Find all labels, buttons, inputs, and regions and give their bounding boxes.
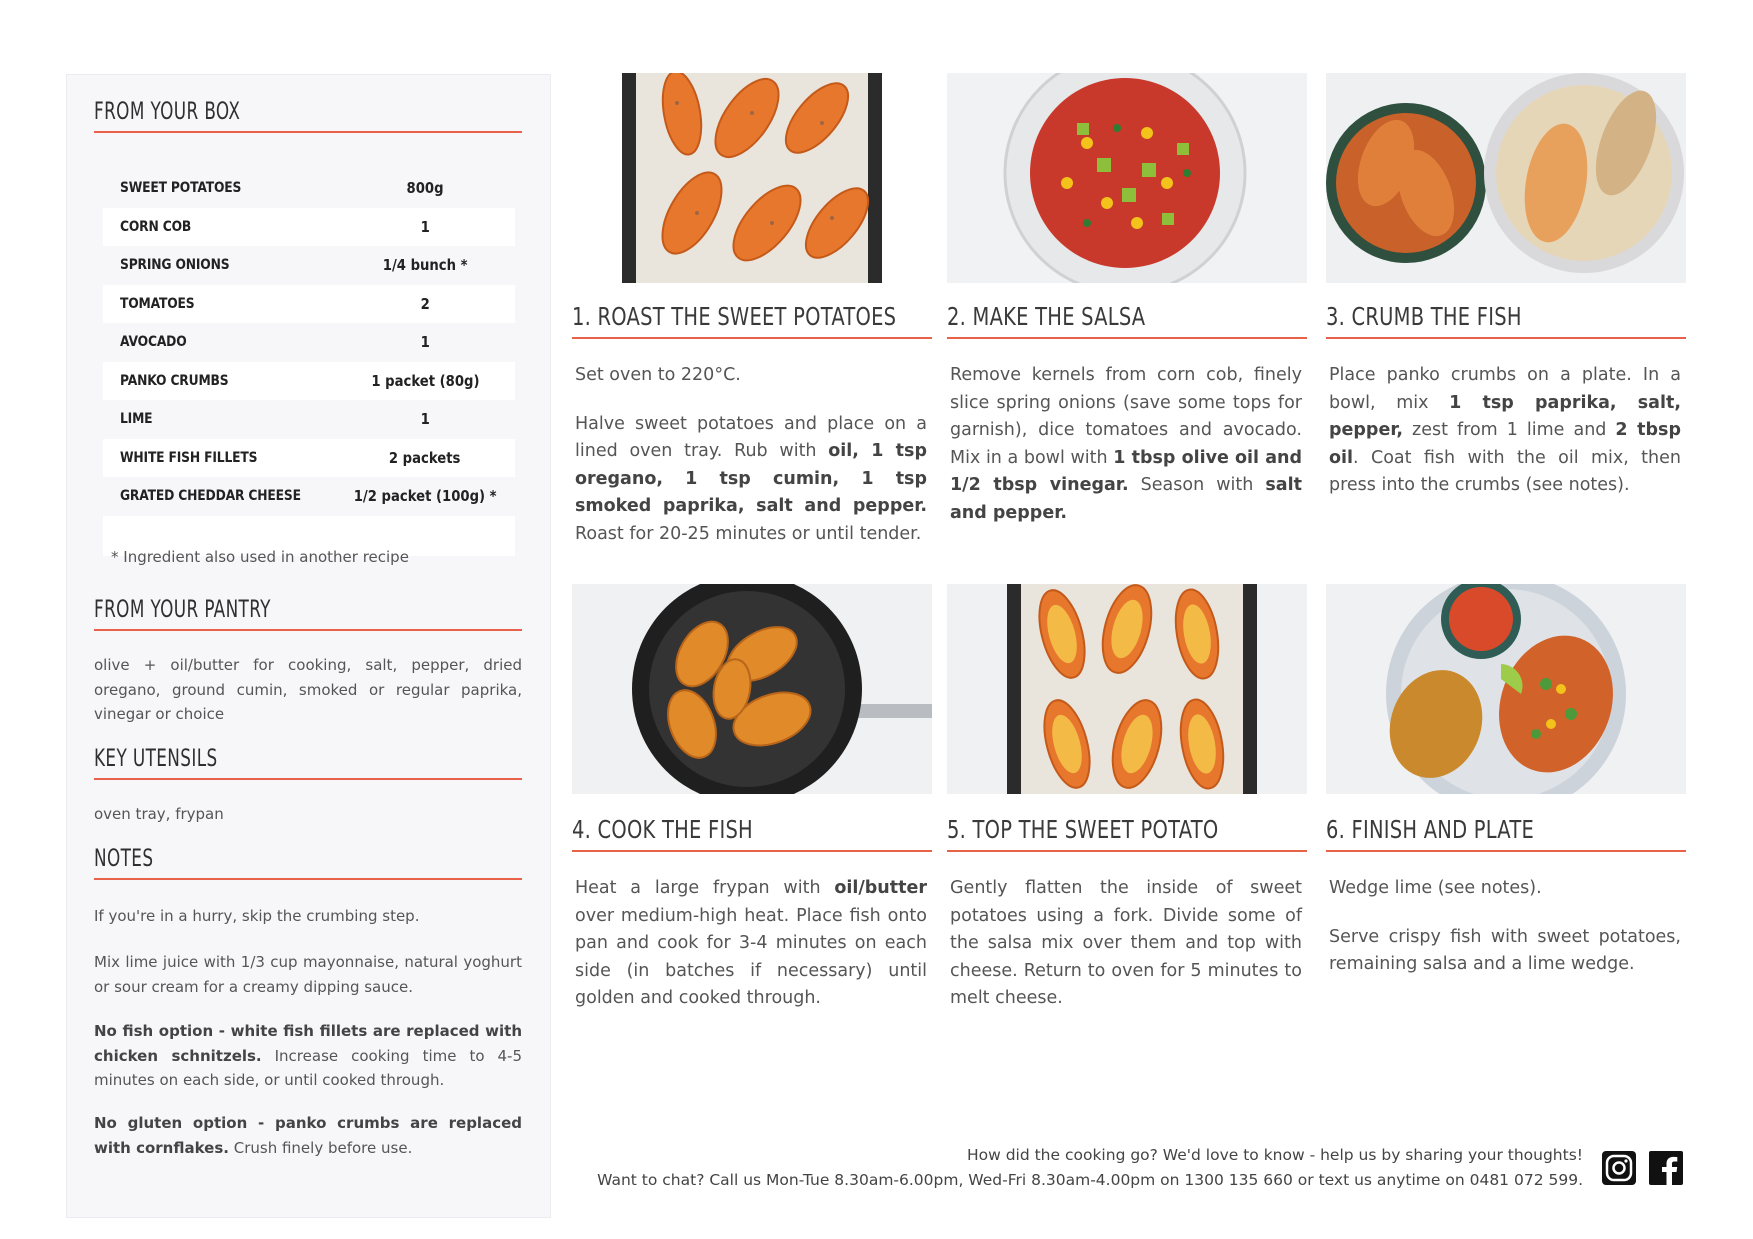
step-3-title: 3. CRUMB THE FISH xyxy=(1326,302,1686,339)
note-3: No fish option - white fish fillets are replaced with chicken schnitzels. Increase cooking time to 4-5 minutes on each side, or until cooked through. xyxy=(94,1022,522,1089)
utensils-text: oven tray, frypan xyxy=(94,805,224,823)
footer xyxy=(597,1143,1583,1192)
step-2-image xyxy=(947,73,1307,283)
step-3-image xyxy=(1326,73,1686,283)
ingredient-row: LIME 1 xyxy=(120,410,430,429)
from-your-box-title: FROM YOUR BOX xyxy=(94,97,522,133)
step-6-image xyxy=(1326,584,1686,794)
note-1: If you're in a hurry, skip the crumbing step. xyxy=(94,907,420,925)
note-4: No gluten option - panko crumbs are replaced with cornflakes. Crush finely before use. xyxy=(94,1114,522,1157)
step-2-text: Remove kernels from corn cob, finely slice spring onions (save some tops for garnish), dice tomatoes and avocado. Mix in a bowl with 1 tbsp olive oil and 1/2 tbsp vinegar. Season with salt and pepper. xyxy=(950,365,1302,523)
ingredient-row: GRATED CHEDDAR CHEESE 1/2 packet (100g) * xyxy=(120,487,497,506)
pantry-text: olive + oil/butter for cooking, salt, pepper, dried oregano, ground cumin, smoked or regular paprika, vinegar or choice xyxy=(94,656,522,723)
step-4-text: Heat a large frypan with oil/butter over medium-high heat. Place fish onto pan and cook for 3-4 minutes on each side (in batches if necessary) until golden and cooked through. xyxy=(575,878,927,1008)
sidebar xyxy=(66,74,551,1218)
step-1-image xyxy=(572,73,932,283)
step-1-text: Set oven to 220°C. Halve sweet potatoes and place on a lined oven tray. Rub with oil, 1 tsp oregano, 1 tsp cumin, 1 tsp smoked paprika, salt and pepper. Roast for 20-25 minutes or until tender. xyxy=(575,365,927,544)
step-3-text: Place panko crumbs on a plate. In a bowl, mix 1 tsp paprika, salt, pepper, zest from 1 lime and 2 tbsp oil. Coat fish with the oil mix, then press into the crumbs (see notes). xyxy=(1329,365,1681,495)
footer-feedback: How did the cooking go? We'd love to know - help us by sharing your thoughts! xyxy=(966,1146,1583,1164)
step-5-title: 5. TOP THE SWEET POTATO xyxy=(947,815,1307,852)
step-6-title: 6. FINISH AND PLATE xyxy=(1326,815,1686,852)
step-5-image xyxy=(947,584,1307,794)
ingredient-row: TOMATOES 2 xyxy=(103,285,515,324)
step-4-title: 4. COOK THE FISH xyxy=(572,815,932,852)
instagram-icon[interactable] xyxy=(1601,1150,1637,1186)
step-1-title: 1. ROAST THE SWEET POTATOES xyxy=(572,302,932,339)
note-2: Mix lime juice with 1/3 cup mayonnaise, natural yoghurt or sour cream for a creamy dipping sauce. xyxy=(94,953,522,996)
step-5-text: Gently flatten the inside of sweet potatoes using a fork. Divide some of the salsa mix over them and top with cheese. Return to oven for 5 minutes to melt cheese. xyxy=(950,878,1302,1008)
ingredient-footnote: * Ingredient also used in another recipe xyxy=(111,548,409,566)
ingredients-table xyxy=(103,169,515,556)
ingredient-row: PANKO CRUMBS 1 packet (80g) xyxy=(103,362,515,401)
facebook-icon[interactable] xyxy=(1648,1150,1684,1186)
footer-contact: Want to chat? Call us Mon-Tue 8.30am-6.00pm, Wed-Fri 8.30am-4.00pm on 1300 135 660 or text us anytime on 0481 072 599. xyxy=(597,1170,1583,1189)
step-2-title: 2. MAKE THE SALSA xyxy=(947,302,1307,339)
key-utensils-title: KEY UTENSILS xyxy=(94,744,522,780)
from-your-pantry-title: FROM YOUR PANTRY xyxy=(94,595,522,631)
ingredient-row: SWEET POTATOES 800g xyxy=(120,179,444,198)
ingredient-row: AVOCADO 1 xyxy=(120,333,430,352)
ingredient-row: SPRING ONIONS 1/4 bunch * xyxy=(120,256,468,275)
ingredient-row: WHITE FISH FILLETS 2 packets xyxy=(103,439,515,478)
notes-title: NOTES xyxy=(94,844,522,880)
step-4-image xyxy=(572,584,932,794)
ingredient-row: CORN COB 1 xyxy=(103,208,515,247)
step-6-text: Wedge lime (see notes). Serve crispy fish with sweet potatoes, remaining salsa and a lime wedge. xyxy=(1329,878,1681,974)
